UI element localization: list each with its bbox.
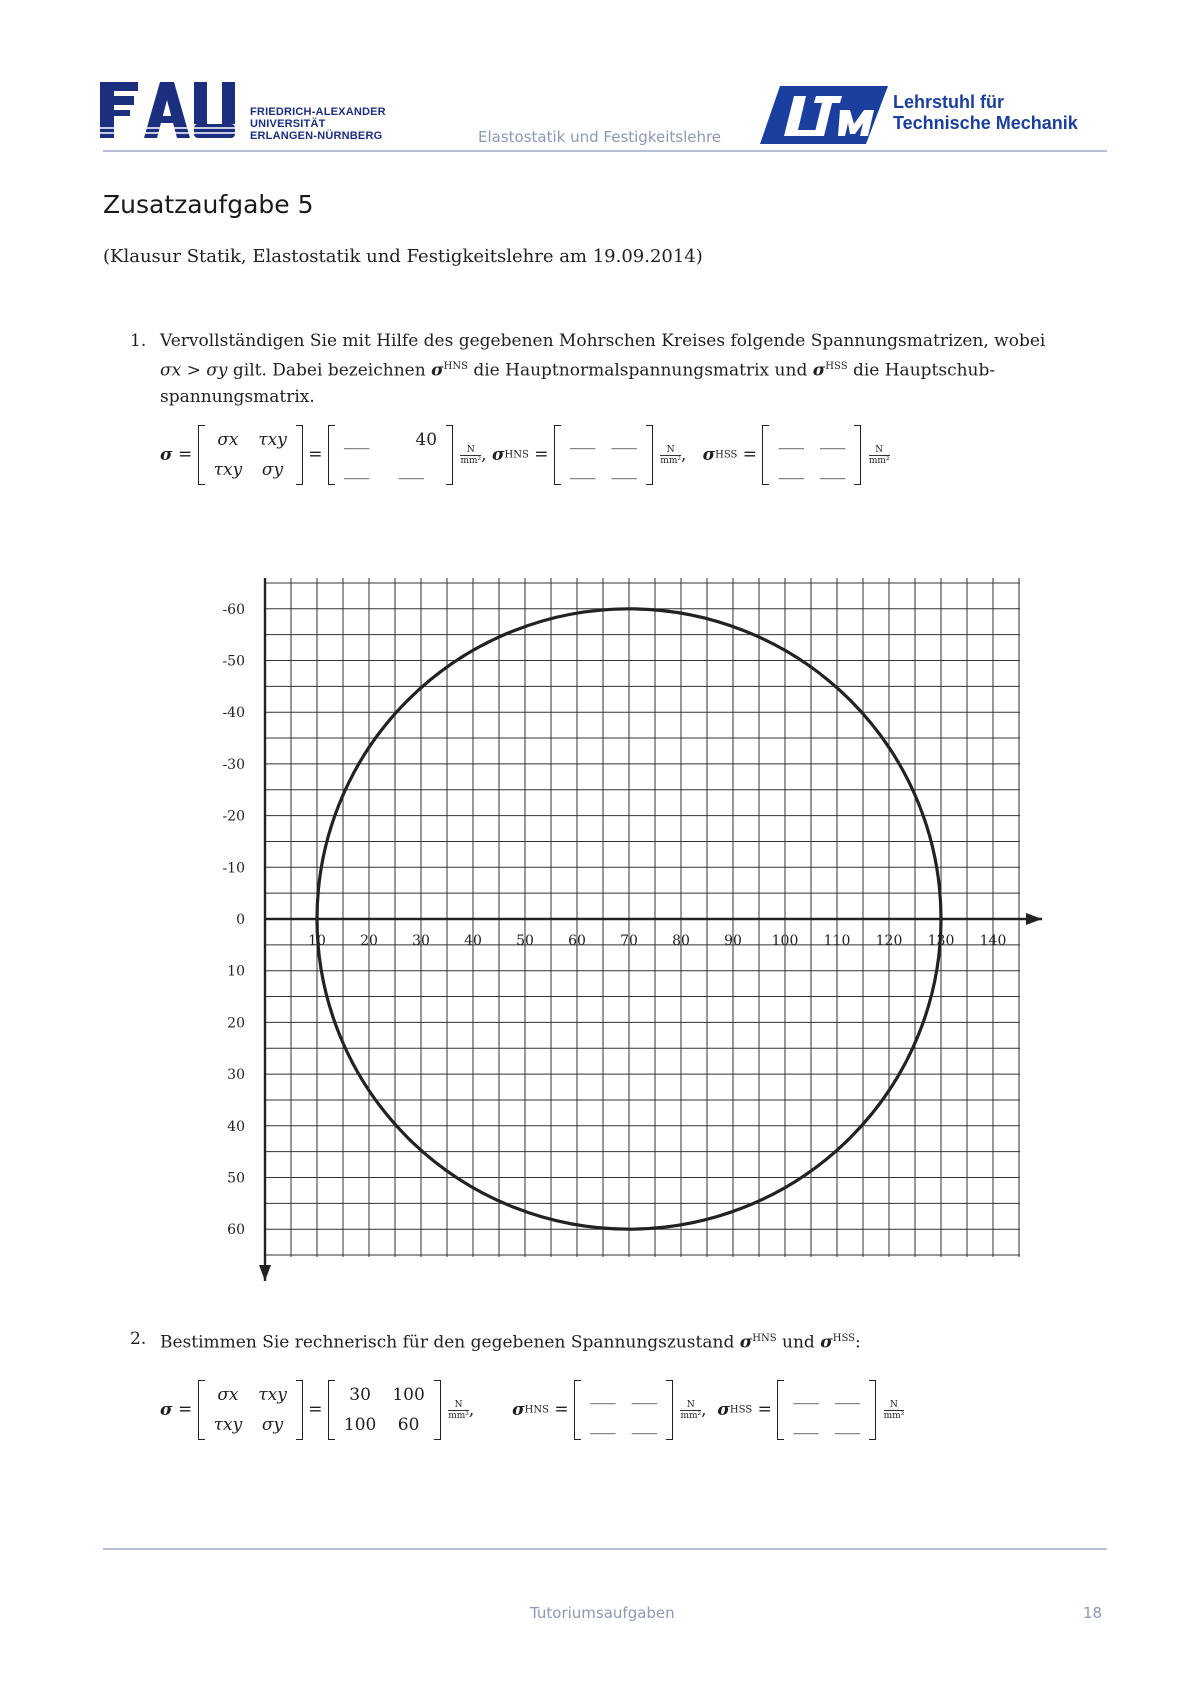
matrix-entry: σx <box>217 430 239 450</box>
sigma-symbol: σ <box>812 360 826 381</box>
task-1-text-c: die Hauptnormalspannungsmatrix und <box>473 360 808 381</box>
y-tick-label: 60 <box>227 1222 245 1239</box>
sigma-symbol: σ <box>820 1332 833 1353</box>
hns-matrix <box>574 1380 673 1440</box>
unit-numerator: N <box>666 444 675 455</box>
x-tick-label: 20 <box>360 933 378 949</box>
task-2-equation: σ = σx τxy τxy σy = 30 100 100 60 $\frac{N}{\text{mm²}}$ , σHNS = ___ ___ ___ ___ $\frac{N}{\text{mm²}}$ , σHSS = ___ ___ ___ ___ $\frac{N}{\text{mm²}}$ <box>160 1380 904 1440</box>
matrix-blank: ___ <box>819 430 846 450</box>
x-tick-label: 120 <box>875 933 903 949</box>
task-1-number: 1. <box>130 331 147 351</box>
unit-denominator: mm² <box>660 455 681 466</box>
sigma-symbol: σ <box>431 360 444 381</box>
y-tick-label: 0 <box>236 912 245 928</box>
x-tick-label: 10 <box>308 933 326 949</box>
unit-denominator: mm² <box>448 1410 469 1421</box>
unit-denominator: mm² <box>883 1410 905 1421</box>
task-1-text-a: Vervollständigen Sie mit Hilfe des gegebenen Mohrschen Kreises folgende Spannungsmatrizen, wobei <box>160 331 1046 351</box>
y-tick-label: 40 <box>227 1118 245 1135</box>
fau-line-3: ERLANGEN-NÜRNBERG <box>250 130 383 142</box>
matrix-blank: ___ <box>778 460 804 480</box>
matrix-blank: ___ <box>611 430 637 450</box>
condition-right: σy <box>206 360 228 381</box>
task-2-number: 2. <box>130 1329 147 1349</box>
matrix-entry: ___ <box>343 430 370 450</box>
footer-section: Tutoriumsaufgaben <box>530 1604 675 1622</box>
matrix-entry: τxy <box>258 430 287 450</box>
sigma-symbol: σ <box>739 1332 753 1353</box>
task-1-text-d: die Hauptschub- <box>852 360 996 381</box>
ltm-line-2: Technische Mechanik <box>893 113 1078 133</box>
footer-rule <box>103 1548 1107 1550</box>
unit-denominator: mm² <box>680 1410 702 1421</box>
y-tick-label: 50 <box>227 1170 245 1187</box>
x-tick-label: 130 <box>927 933 955 949</box>
x-tick-label: 80 <box>672 933 690 949</box>
matrix-blank: ___ <box>793 1385 819 1405</box>
unit-fraction <box>448 1400 469 1421</box>
task-2-text-a: Bestimmen Sie rechnerisch für den gegebenen Spannungszustand <box>160 1332 735 1353</box>
x-tick-label: 60 <box>568 933 586 949</box>
task-1-text-e: spannungsmatrix. <box>160 386 315 407</box>
hns-label: HNS <box>752 1333 777 1344</box>
chart-axes <box>259 578 1042 1281</box>
matrix-entry: 60 <box>397 1415 420 1435</box>
matrix-blank: ___ <box>631 1385 658 1405</box>
hns-label: HNS <box>443 361 468 372</box>
matrix-blank: ___ <box>569 460 596 480</box>
comma: , <box>701 1400 707 1420</box>
sigma-symbol: σ <box>717 1400 730 1420</box>
comma: , <box>680 445 687 465</box>
x-tick-label: 90 <box>724 933 742 949</box>
unit-numerator: N <box>875 444 884 455</box>
exam-reference: (Klausur Statik, Elastostatik und Festigkeitslehre am 19.09.2014) <box>103 246 703 267</box>
y-tick-label: 20 <box>227 1015 245 1032</box>
unit-denominator: mm² <box>868 455 890 466</box>
fau-line-1: FRIEDRICH-ALEXANDER <box>250 106 386 118</box>
unit-numerator: N <box>454 1399 463 1410</box>
ltm-line-1: Lehrstuhl für <box>893 92 1004 112</box>
sigma-symbol: σ <box>512 1400 525 1420</box>
y-tick-label: 30 <box>227 1067 245 1084</box>
hss-label: HSS <box>729 1404 753 1416</box>
course-title: Elastostatik und Festigkeitslehre <box>478 128 722 146</box>
matrix-entry: τxy <box>213 460 243 480</box>
matrix-entry: τxy <box>258 1385 287 1405</box>
comma: , <box>468 1400 475 1420</box>
unit-numerator: N <box>686 1399 695 1410</box>
matrix-entry: σy <box>261 1415 284 1435</box>
matrix-entry: 40 <box>415 430 438 450</box>
unit-fraction <box>680 1400 701 1421</box>
condition-left: σx <box>160 360 182 381</box>
matrix-blank: ___ <box>590 1415 616 1435</box>
matrix-blank: ___ <box>569 430 596 450</box>
matrix-entry: 30 <box>349 1385 371 1405</box>
matrix-blank: ___ <box>819 460 846 480</box>
condition-operator: > <box>186 360 201 381</box>
task-2-text-b: und <box>782 1332 815 1353</box>
y-tick-label: -40 <box>222 705 245 722</box>
task-1-text-b: gilt. Dabei bezeichnen <box>232 360 426 381</box>
page-number: 18 <box>1083 1604 1103 1622</box>
x-tick-label: 70 <box>620 933 638 949</box>
x-tick-label: 50 <box>516 933 534 949</box>
page-title: Zusatzaufgabe 5 <box>103 190 314 219</box>
unit-numerator: N <box>890 1399 898 1410</box>
x-tick-label: 110 <box>823 933 851 949</box>
given-stress-matrix <box>328 1380 441 1440</box>
matrix-entry: 100 <box>343 1415 377 1435</box>
x-tick-label: 40 <box>464 933 482 949</box>
x-tick-label: 140 <box>979 933 1007 949</box>
matrix-blank: ___ <box>611 460 637 480</box>
matrix-entry: τxy <box>213 1415 243 1435</box>
hns-label: HNS <box>524 1404 549 1416</box>
matrix-entry: σy <box>261 460 284 480</box>
matrix-blank: ___ <box>834 1385 861 1405</box>
task-2 <box>130 1326 1110 1356</box>
hss-label: HSS <box>832 1333 855 1344</box>
matrix-blank: ___ <box>631 1415 658 1435</box>
matrix-entry: ___ <box>398 460 424 480</box>
sigma-symbol: σ <box>702 445 716 465</box>
matrix-entry: ___ <box>343 460 370 480</box>
x-tick-label: 30 <box>412 933 430 949</box>
matrix-blank: ___ <box>590 1385 616 1405</box>
chart-grid <box>265 578 1020 1257</box>
comma: , <box>481 445 487 465</box>
sigma-symbol: σ <box>160 1400 173 1420</box>
sigma-symbol: σ <box>160 445 173 465</box>
matrix-entry: σx <box>217 1385 239 1405</box>
y-tick-label: -20 <box>222 808 245 825</box>
unit-denominator: mm² <box>460 455 482 466</box>
y-tick-label: -10 <box>222 860 245 877</box>
y-tick-label: -50 <box>222 653 245 670</box>
task-1-equation: σ = σx τxy τxy σy = ___ 40 ___ ___ $\frac{N}{\text{mm²}}$ , σHNS = ___ ___ ___ ___ $\frac{N}{\text{mm²}}$ , σHSS = ___ ___ ___ ___ $\frac{N}{\text{mm²}}$ <box>160 425 890 485</box>
unit-fraction <box>884 1400 905 1421</box>
task-2-text-c: : <box>855 1332 861 1353</box>
matrix-blank: ___ <box>778 430 804 450</box>
fau-line-2: UNIVERSITÄT <box>250 118 326 130</box>
unit-numerator: N <box>466 444 475 455</box>
y-tick-label: 10 <box>227 963 245 980</box>
hss-label: HSS <box>715 449 738 461</box>
y-tick-label: -60 <box>222 601 245 618</box>
hss-matrix <box>777 1380 876 1440</box>
symbolic-matrix <box>198 1380 303 1440</box>
y-axis-arrow <box>259 1265 271 1281</box>
x-tick-label: 100 <box>771 933 799 949</box>
matrix-entry: 100 <box>392 1385 425 1405</box>
sigma-symbol: σ <box>491 445 505 465</box>
matrix-blank: ___ <box>834 1415 861 1435</box>
matrix-blank: ___ <box>793 1415 819 1435</box>
x-axis-arrow <box>1026 913 1042 925</box>
y-tick-label: -30 <box>222 756 245 773</box>
hns-label: HNS <box>504 449 529 461</box>
hss-label: HSS <box>825 361 848 372</box>
